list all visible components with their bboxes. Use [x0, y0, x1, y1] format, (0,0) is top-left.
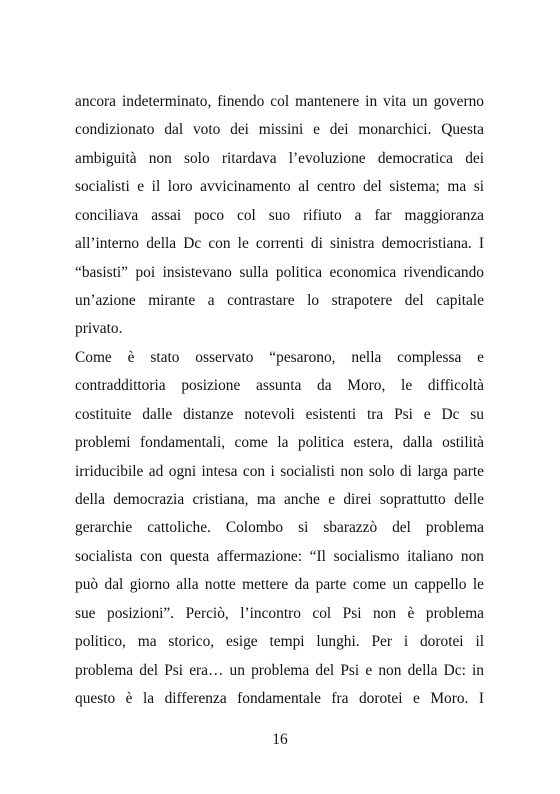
text-line: socialisti e il loro avvicinamento al centro del sistema; ma si — [75, 178, 484, 195]
text-line: Come è stato osservato “pesarono, nella complessa e — [75, 349, 484, 366]
text-line: socialista con questa affermazione: “Il socialismo italiano non — [75, 548, 484, 565]
text-line: un’azione mirante a contrastare lo strapotere del capitale — [75, 292, 484, 309]
text-line: ambiguità non solo ritardava l’evoluzione democratica dei — [75, 150, 484, 167]
text-line: irriducibile ad ogni intesa con i socialisti non solo di larga parte — [75, 463, 484, 480]
text-line: “basisti” poi insistevano sulla politica economica rivendicando — [75, 264, 484, 281]
text-line: della democrazia cristiana, ma anche e direi soprattutto delle — [75, 491, 484, 508]
text-line: problema del Psi era… un problema del Psi e non della Dc: in — [75, 662, 484, 679]
text-line: sue posizioni”. Perciò, l’incontro col Psi non è problema — [75, 605, 484, 622]
text-line: condizionato dal voto dei missini e dei monarchici. Questa — [75, 121, 484, 138]
text-line: problemi fondamentali, come la politica estera, dalla ostilità — [75, 434, 484, 451]
text-line: costituite dalle distanze notevoli esistenti tra Psi e Dc su — [75, 406, 484, 423]
paragraph-end-line: privato. — [75, 320, 123, 337]
text-line: ancora indeterminato, finendo col mantenere in vita un governo — [75, 93, 484, 110]
text-line: conciliava assai poco col suo rifiuto a far maggioranza — [75, 207, 484, 224]
text-line: contraddittoria posizione assunta da Moro, le difficoltà — [75, 377, 484, 394]
text-line: gerarchie cattoliche. Colombo si sbarazzò del problema — [75, 519, 484, 536]
text-line: può dal giorno alla notte mettere da parte come un cappello le — [75, 576, 484, 593]
page-number: 16 — [272, 731, 288, 748]
text-line: questo è la differenza fondamentale fra dorotei e Moro. I — [75, 690, 484, 707]
text-line: all’interno della Dc con le correnti di sinistra democristiana. I — [75, 235, 484, 252]
text-line: politico, ma storico, esige tempi lunghi. Per i dorotei il — [75, 633, 484, 650]
